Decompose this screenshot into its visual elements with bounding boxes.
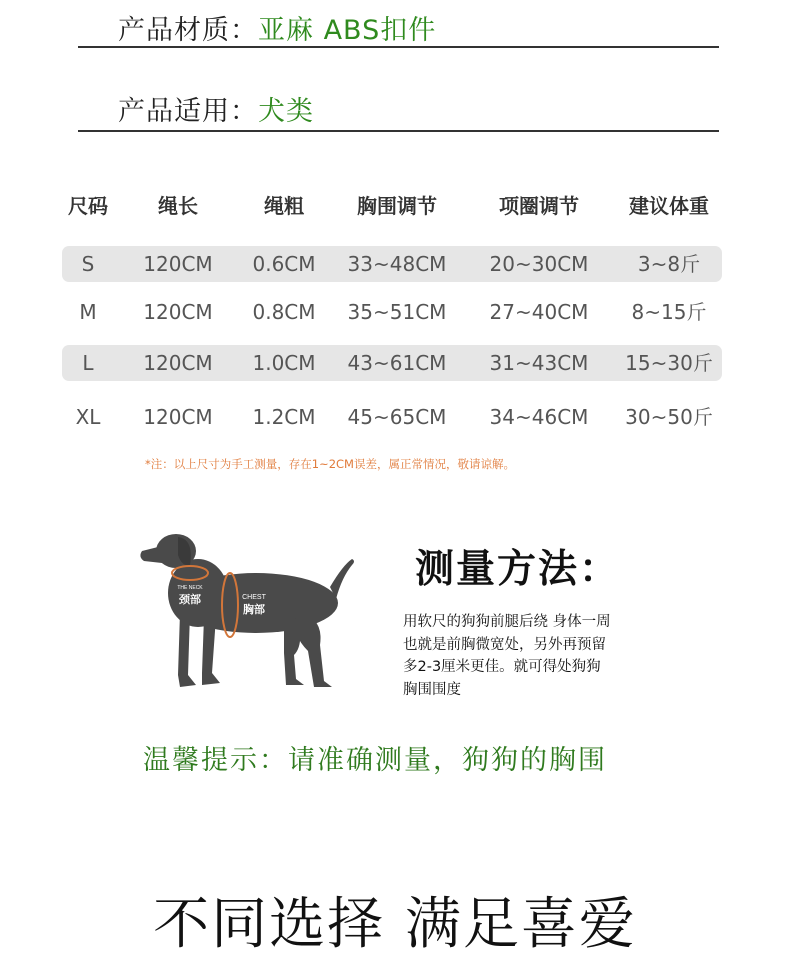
header-size: 尺码 bbox=[68, 194, 108, 218]
material-label: 产品材质： bbox=[118, 15, 258, 46]
cell-thickness: 1.2CM bbox=[252, 405, 316, 429]
material-row bbox=[118, 8, 436, 47]
cell-length: 120CM bbox=[143, 351, 213, 375]
cell-size: M bbox=[79, 300, 97, 324]
cell-thickness: 1.0CM bbox=[252, 351, 316, 375]
measure-description bbox=[403, 611, 663, 701]
header-collar: 项圈调节 bbox=[499, 194, 579, 218]
measure-title: 测量方法： bbox=[415, 547, 621, 592]
cell-thickness: 0.6CM bbox=[252, 252, 316, 276]
cell-chest: 33~48CM bbox=[347, 252, 447, 276]
header-chest: 胸围调节 bbox=[357, 194, 437, 218]
table-header bbox=[62, 188, 722, 224]
neck-label-cn: 颈部 bbox=[179, 593, 201, 606]
cell-weight: 15~30斤 bbox=[625, 351, 713, 375]
cell-size: S bbox=[81, 252, 95, 276]
divider bbox=[78, 46, 719, 48]
measurement-note: *注：以上尺寸为手工测量，存在1~2CM误差，属正常情况，敬请谅解。 bbox=[145, 457, 515, 471]
divider bbox=[78, 130, 719, 132]
cell-weight: 30~50斤 bbox=[625, 405, 713, 429]
dog-measurement-illustration bbox=[138, 525, 358, 695]
cell-size: L bbox=[82, 351, 94, 375]
cell-length: 120CM bbox=[143, 300, 213, 324]
cell-collar: 31~43CM bbox=[489, 351, 589, 375]
cell-chest: 43~61CM bbox=[347, 351, 447, 375]
cell-chest: 45~65CM bbox=[347, 405, 447, 429]
table-row bbox=[62, 294, 722, 330]
usage-label: 产品适用： bbox=[118, 96, 258, 127]
measure-line: 胸围围度 bbox=[403, 681, 461, 698]
cell-weight: 8~15斤 bbox=[631, 300, 707, 324]
cell-thickness: 0.8CM bbox=[252, 300, 316, 324]
usage-row bbox=[118, 89, 314, 128]
chest-label-cn: 胸部 bbox=[243, 603, 265, 616]
cell-length: 120CM bbox=[143, 405, 213, 429]
material-value: 亚麻 ABS扣件 bbox=[258, 15, 437, 46]
neck-label-en: THE NECK bbox=[177, 585, 203, 591]
measure-line: 用软尺的狗狗前腿后绕 身体一周 bbox=[403, 614, 611, 630]
header-length: 绳长 bbox=[158, 194, 198, 218]
usage-value: 犬类 bbox=[258, 96, 314, 127]
measure-line: 多2-3厘米更佳。就可得处狗狗 bbox=[403, 659, 601, 675]
table-row bbox=[62, 345, 722, 381]
header-thickness: 绳粗 bbox=[264, 194, 304, 218]
cell-length: 120CM bbox=[143, 252, 213, 276]
cell-collar: 20~30CM bbox=[489, 252, 589, 276]
measure-line: 也就是前胸微宽处，另外再预留 bbox=[403, 636, 606, 653]
cell-collar: 27~40CM bbox=[489, 300, 589, 324]
cell-chest: 35~51CM bbox=[347, 300, 447, 324]
warm-tip: 温馨提示：请准确测量，狗狗的胸围 bbox=[143, 745, 607, 776]
header-weight: 建议体重 bbox=[629, 194, 709, 218]
table-row bbox=[62, 246, 722, 282]
table-row bbox=[62, 399, 722, 435]
chest-label-en: CHEST bbox=[242, 594, 266, 601]
cell-size: XL bbox=[75, 405, 101, 429]
cell-collar: 34~46CM bbox=[489, 405, 589, 429]
cell-weight: 3~8斤 bbox=[637, 252, 701, 276]
slogan-heading: 不同选择 满足喜爱 bbox=[153, 892, 637, 957]
